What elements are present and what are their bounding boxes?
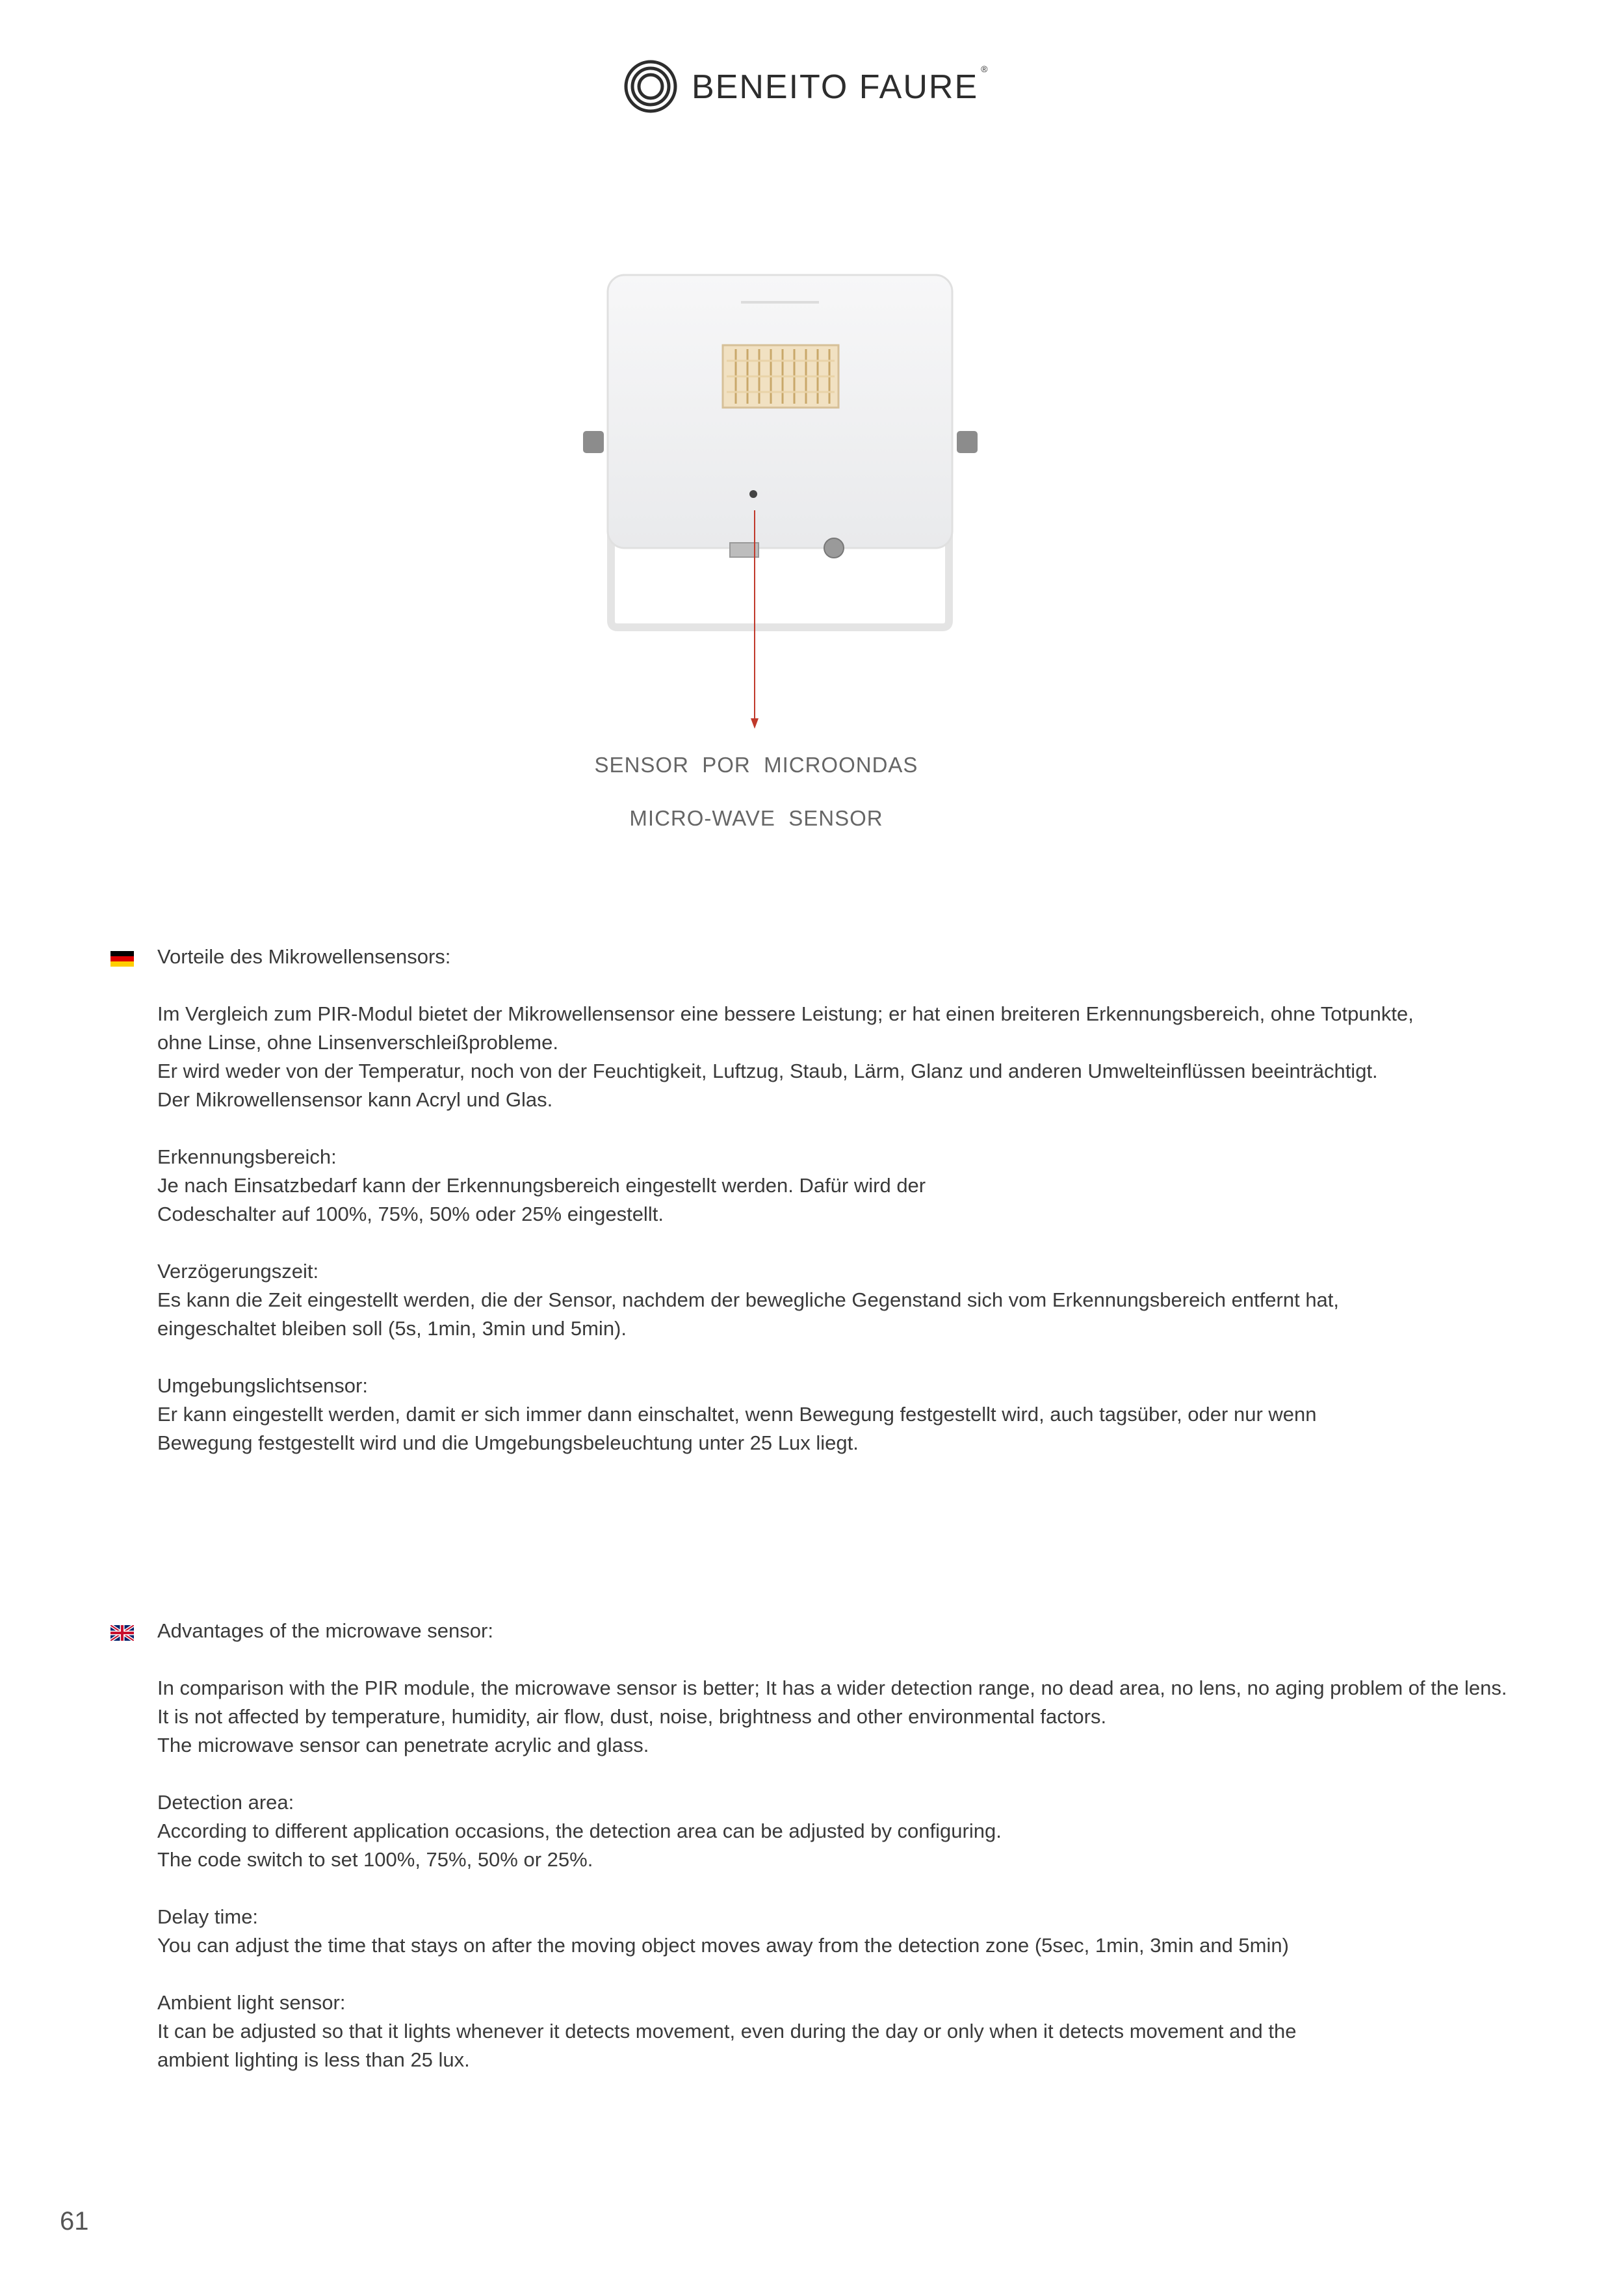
brand-name: BENEITO FAURE ®	[692, 64, 989, 106]
caption-spanish: SENSOR POR MICROONDAS	[594, 753, 918, 777]
text-line: eingeschaltet bleiben soll (5s, 1min, 3min und 5min).	[157, 1317, 627, 1340]
text-line: Es kann die Zeit eingestellt werden, die der Sensor, nachdem der bewegliche Gegenstand sich vom Erkennungsbereich entfernt hat,	[157, 1288, 1340, 1311]
text-line: Der Mikrowellensensor kann Acryl und Glas.	[157, 1088, 553, 1111]
text-line: The microwave sensor can penetrate acrylic and glass.	[157, 1734, 649, 1756]
product-image	[572, 263, 988, 738]
text-line: Je nach Einsatzbedarf kann der Erkennungsbereich eingestellt werden. Dafür wird der	[157, 1174, 926, 1197]
uk-flag-icon	[110, 1625, 134, 1641]
german-title: Vorteile des Mikrowellensensors:	[157, 945, 451, 968]
text-line: The code switch to set 100%, 75%, 50% or 25%.	[157, 1848, 593, 1871]
page-header	[0, 57, 1623, 120]
text-line: Er kann eingestellt werden, damit er sich immer dann einschaltet, wenn Bewegung festgestellt wird, auch tagsüber, oder nur wenn	[157, 1403, 1317, 1426]
caption-english: MICRO-WAVE SENSOR	[629, 806, 883, 830]
german-section	[157, 943, 1587, 1486]
german-delay	[157, 1257, 1587, 1343]
subheading: Detection area:	[157, 1791, 294, 1814]
text-line: It can be adjusted so that it lights whenever it detects movement, even during the day or only when it detects movement and the	[157, 2020, 1297, 2042]
cable-nut	[824, 538, 844, 558]
text-line: Codeschalter auf 100%, 75%, 50% oder 25% eingestellt.	[157, 1203, 664, 1225]
text-line: You can adjust the time that stays on after the moving object moves away from the detection zone (5sec, 1min, 3min and 5min)	[157, 1934, 1289, 1957]
sensor-pointer-arrow	[751, 718, 759, 729]
text-line: ambient lighting is less than 25 lux.	[157, 2048, 470, 2071]
subheading: Umgebungslichtsensor:	[157, 1374, 368, 1397]
english-detection	[157, 1788, 1587, 1874]
left-knob	[583, 431, 604, 453]
subheading: Erkennungsbereich:	[157, 1145, 337, 1168]
german-intro	[157, 1000, 1587, 1114]
page-number: 61	[60, 2207, 89, 2236]
brand-logo-icon	[624, 60, 677, 113]
subheading: Verzögerungszeit:	[157, 1260, 319, 1283]
english-title: Advantages of the microwave sensor:	[157, 1619, 493, 1642]
right-knob	[957, 431, 978, 453]
english-section	[157, 1617, 1587, 2103]
text-line: ohne Linse, ohne Linsenverschleißprobleme.	[157, 1031, 558, 1054]
german-ambient	[157, 1372, 1587, 1457]
german-detection	[157, 1143, 1587, 1229]
text-line: It is not affected by temperature, humidity, air flow, dust, noise, brightness and other environmental factors.	[157, 1705, 1107, 1728]
english-ambient	[157, 1989, 1587, 2074]
text-line: Im Vergleich zum PIR-Modul bietet der Mikrowellensensor eine bessere Leistung; er hat einen breiteren Erkennungsbereich, ohne Totpunkte,	[157, 1002, 1414, 1025]
text-line: According to different application occasions, the detection area can be adjusted by configuring.	[157, 1820, 1002, 1842]
english-delay	[157, 1903, 1587, 1960]
subheading: Delay time:	[157, 1905, 259, 1928]
registered-mark: ®	[981, 64, 989, 74]
text-line: In comparison with the PIR module, the microwave sensor is better; It has a wider detection range, no dead area, no lens, no aging problem of the lens.	[157, 1676, 1507, 1699]
subheading: Ambient light sensor:	[157, 1991, 346, 2014]
german-flag-icon	[110, 951, 134, 967]
english-intro	[157, 1674, 1587, 1760]
sensor-dot	[749, 490, 757, 498]
text-line: Er wird weder von der Temperatur, noch von der Feuchtigkeit, Luftzug, Staub, Lärm, Glanz und anderen Umwelteinflüssen beeinträchtigt.	[157, 1060, 1378, 1082]
housing	[608, 275, 952, 548]
text-line: Bewegung festgestellt wird und die Umgebungsbeleuchtung unter 25 Lux liegt.	[157, 1431, 859, 1454]
